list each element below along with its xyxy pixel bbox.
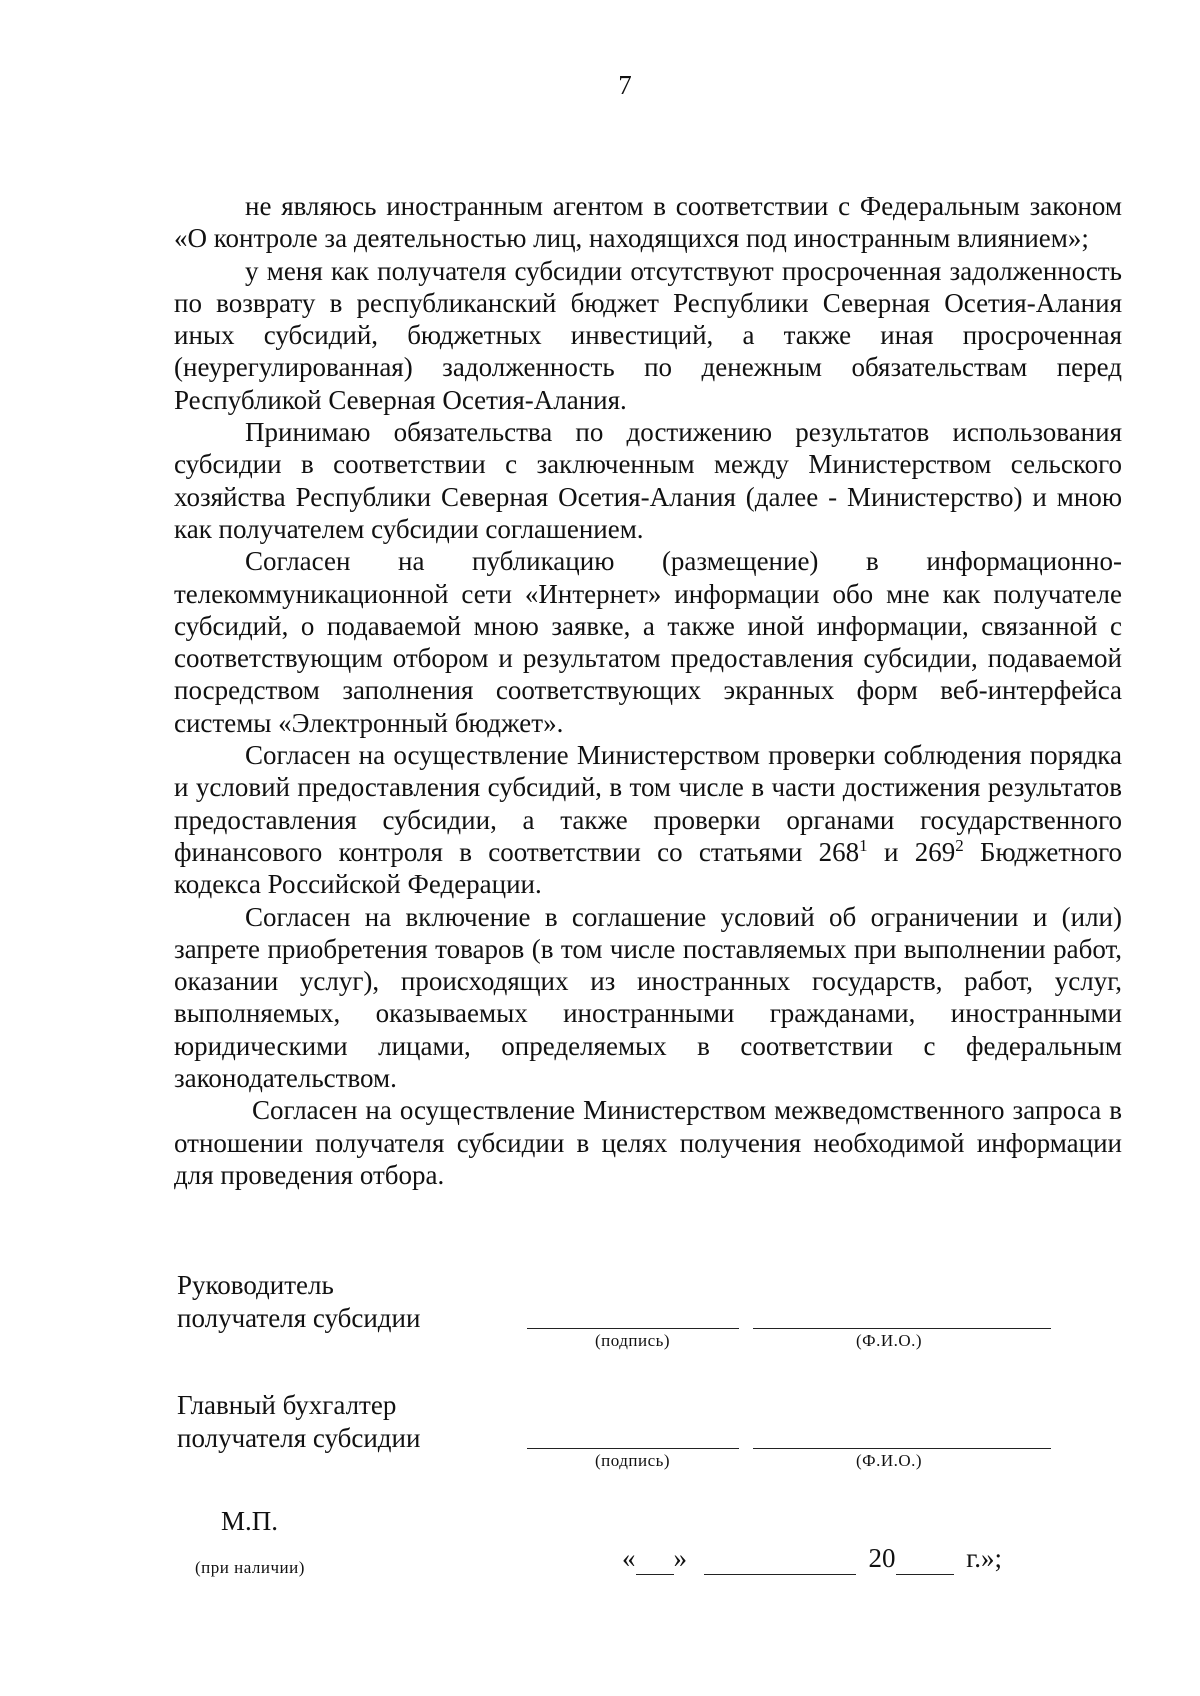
paragraph-restrictions-consent: Согласен на включение в соглашение условий об ограничении и (или) запрете приобретения товаров (в том числе поставляемых при выполнении работ, оказании услуг), происходящих из иностранных государств, работ, услуг, выполняемых, оказываемых иностранными гражданами, иностранными юридическими лицами, определяемых в соответствии с федеральным законодательством.: [174, 901, 1122, 1094]
paragraph-inspection-text-3: Бюджетного кодекса Российской Федерации.: [174, 836, 1122, 900]
head-title: Руководитель: [177, 1270, 334, 1300]
accountant-subtitle: получателя субсидии: [177, 1423, 421, 1453]
paragraph-foreign-agent: не являюсь иностранным агентом в соответствии с Федеральным законом «О контроле за деятельностью лиц, находящихся под иностранным влиянием»;: [174, 191, 1122, 254]
page-number: 7: [618, 70, 632, 100]
paragraph-inspection-text-1: Согласен на осуществление Министерством проверки соблюдения порядка и условий предоставления субсидий, в том числе в части достижения результатов предоставления субсидии, а также проверки органами государственного финансового контроля в соответствии со статьями 268: [174, 740, 1122, 867]
document-body: [174, 190, 1122, 1191]
stamp-place-label: М.П.: [221, 1506, 279, 1536]
head-signature-caption: (подпись): [595, 1331, 671, 1350]
date-close-quote: »: [673, 1543, 687, 1573]
paragraph-interagency-request: Согласен на осуществление Министерством межведомственного запроса в отношении получателя субсидии в целях получения необходимой информации для проведения отбора.: [174, 1095, 1122, 1190]
paragraph-inspection-text-2: и 269: [867, 836, 956, 867]
paragraph-inspection-consent: [174, 739, 1122, 900]
paragraph-no-debt: у меня как получателя субсидии отсутствуют просроченная задолженность по возврату в республиканский бюджет Республики Северная Осетия-Алания иных субсидий, бюджетных инвестиций, а также иная просроченная (неурегулированная) задолженность по денежным обязательствам перед Республикой Северная Осетия-Алания.: [174, 255, 1122, 415]
stamp-place-note: (при наличии): [195, 1558, 305, 1577]
date-day-field[interactable]: [636, 1543, 674, 1575]
date-year-prefix: 20: [868, 1543, 896, 1573]
date-open-quote: «: [622, 1543, 636, 1573]
head-subtitle: получателя субсидии: [177, 1303, 421, 1333]
accountant-signature-caption: (подпись): [595, 1451, 671, 1470]
date-suffix: г.»;: [966, 1543, 1003, 1573]
head-name-field[interactable]: [753, 1328, 1051, 1329]
date-year-field[interactable]: [896, 1543, 954, 1575]
footnote-superscript: 2: [955, 835, 964, 855]
head-signature-field[interactable]: [527, 1328, 739, 1329]
paragraph-obligations: Принимаю обязательства по достижению результатов использования субсидии в соответствии с заключенным между Министерством сельского хозяйства Республики Северная Осетия-Алания (далее - Министерство) и мною как получателем субсидии соглашением.: [174, 417, 1122, 544]
date-line: [622, 1543, 1002, 1575]
date-month-field[interactable]: [704, 1543, 856, 1575]
accountant-name-field[interactable]: [753, 1448, 1051, 1449]
paragraph-publication-consent: Согласен на публикацию (размещение) в информационно-телекоммуникационной сети «Интернет» информации обо мне как получателе субсидий, о подаваемой мною заявке, а также иной информации, связанной с соответствующим отбором и результатом предоставления субсидии, подаваемой посредством заполнения соответствующих экранных форм веб-интерфейса системы «Электронный бюджет».: [174, 546, 1122, 738]
accountant-signature-field[interactable]: [527, 1448, 739, 1449]
accountant-title: Главный бухгалтер: [177, 1390, 397, 1420]
footnote-superscript: 1: [859, 835, 868, 855]
head-name-caption: (Ф.И.О.): [856, 1331, 923, 1350]
accountant-name-caption: (Ф.И.О.): [856, 1451, 923, 1470]
